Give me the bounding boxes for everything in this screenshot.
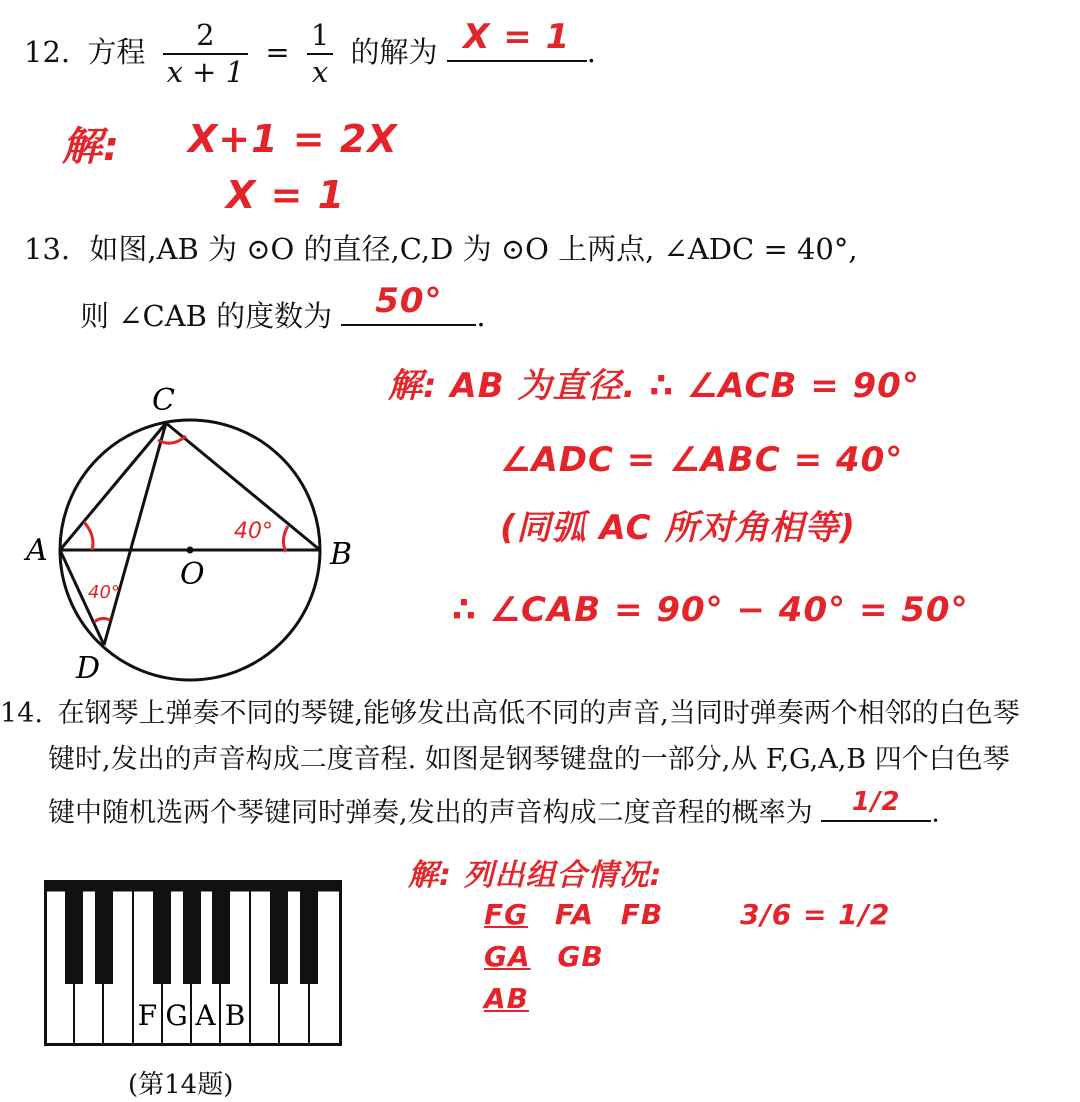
q12-line (24, 18, 596, 90)
q12-work-label: 解: (62, 124, 120, 170)
q13-circle-figure (0, 370, 380, 690)
combo-ab: AB (484, 982, 530, 1015)
key-label-f: F (137, 999, 158, 1032)
q14-number: 14. (0, 698, 43, 729)
q14-line1 (0, 698, 1020, 730)
q12-answer-blank (447, 17, 587, 62)
q12-number: 12. (24, 34, 71, 69)
key-label-g: G (165, 999, 188, 1032)
point-label-c: C (152, 383, 175, 418)
q14-text1: 在钢琴上弹奏不同的琴键,能够发出高低不同的声音,当同时弹奏两个相邻的白色琴 (57, 698, 1020, 729)
q12-lhs-denominator: x + 1 (166, 54, 245, 89)
q13-work-line3: (同弧 AC 所对角相等) (500, 508, 856, 548)
q14-work-line1: 解: 列出组合情况: (408, 858, 663, 893)
q12-rhs-fraction (307, 18, 333, 90)
q12-rhs-numerator: 1 (307, 18, 333, 55)
q13-text1: 如图,AB 为 ⊙O 的直径,C,D 为 ⊙O 上两点, ∠ADC = 40°, (89, 232, 858, 266)
q14-probability: 3/6 = 1/2 (740, 898, 891, 931)
center-dot (187, 547, 194, 554)
q14-text2: 键时,发出的声音构成二度音程. 如图是钢琴键盘的一部分,从 F,G,A,B 四个白色琴 (48, 744, 1010, 775)
q12-text-pre: 方程 (87, 34, 146, 69)
black-key (65, 880, 83, 984)
q13-period: . (476, 298, 486, 333)
black-key (270, 880, 288, 984)
chord-cd (104, 423, 166, 645)
point-label-o: O (180, 557, 205, 592)
q12-rhs-denominator: x (311, 54, 329, 89)
q13-number: 13. (24, 232, 71, 266)
q14-combos-row2 (484, 940, 604, 973)
q14-answer-blank (821, 786, 931, 822)
q12-lhs-numerator: 2 (163, 18, 249, 55)
piano-keyboard (44, 880, 342, 1048)
q13-answer: 50° (375, 281, 443, 322)
q12-equals: = (265, 34, 290, 69)
combo-fg: FG (484, 898, 529, 931)
q14-text3: 键中随机选两个琴键同时弹奏,发出的声音构成二度音程的概率为 (48, 797, 813, 829)
black-key (212, 880, 230, 984)
angle-mark-b (283, 526, 288, 552)
q14-combos-row3 (484, 982, 529, 1015)
combo-fb: FB (620, 898, 664, 931)
black-key (183, 880, 201, 984)
q13-work-line1: 解: AB 为直径. ∴ ∠ACB = 90° (388, 366, 920, 406)
q13-text2: 则 ∠CAB 的度数为 (80, 298, 333, 333)
angle-mark-a (84, 522, 93, 550)
angle-b-note: 40° (234, 519, 273, 544)
q12-period: . (586, 34, 596, 69)
q14-caption: (第14题) (128, 1070, 234, 1100)
q14-answer: 1/2 (851, 786, 901, 817)
angle-d-note: 40° (88, 582, 120, 603)
point-label-b: B (330, 537, 353, 572)
q13-work-line4: ∴ ∠CAB = 90° − 40° = 50° (452, 590, 969, 630)
combo-ga: GA (484, 940, 531, 973)
black-key (95, 880, 113, 984)
q12-text-post: 的解为 (350, 34, 438, 69)
q12-lhs-fraction (163, 18, 249, 90)
q12-work-line2: X = 1 (226, 173, 346, 217)
angle-mark-d (94, 618, 110, 622)
point-label-d: D (76, 651, 101, 686)
q13-line1 (24, 232, 858, 267)
q13-line2 (80, 281, 486, 334)
combo-gb: GB (557, 940, 604, 973)
q12-answer: X = 1 (463, 17, 571, 57)
q14-line2 (48, 744, 1010, 776)
q14-line3 (48, 786, 940, 830)
combo-fa: FA (554, 898, 595, 931)
q13-work-line2: ∠ADC = ∠ABC = 40° (500, 440, 904, 480)
black-keys (65, 880, 318, 984)
key-label-a: A (195, 999, 216, 1032)
q13-answer-blank (341, 281, 476, 326)
key-label-b: B (224, 999, 246, 1032)
black-key (300, 880, 318, 984)
q14-period: . (931, 797, 940, 829)
q14-combos-row1 (484, 898, 663, 931)
point-label-a: A (26, 533, 48, 568)
black-key (153, 880, 171, 984)
q12-work-line1: X+1 = 2X (188, 117, 398, 161)
